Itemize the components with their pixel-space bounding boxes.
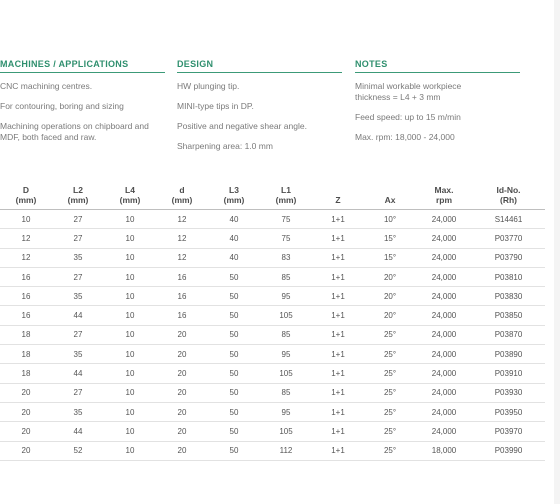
table-cell: 75 — [260, 229, 312, 248]
table-cell: 105 — [260, 422, 312, 441]
table-cell: 25° — [364, 422, 416, 441]
machines-heading: MACHINES / APPLICATIONS — [0, 59, 165, 73]
table-cell: 24,000 — [416, 210, 472, 229]
table-cell: 24,000 — [416, 287, 472, 306]
table-cell: 50 — [208, 402, 260, 421]
table-cell: 27 — [52, 229, 104, 248]
table-cell: 24,000 — [416, 248, 472, 267]
table-cell: 50 — [208, 325, 260, 344]
table-cell: 44 — [52, 364, 104, 383]
table-cell: 10 — [104, 306, 156, 325]
table-cell: 25° — [364, 345, 416, 364]
table-cell: 24,000 — [416, 306, 472, 325]
table-cell: 44 — [52, 422, 104, 441]
table-cell: 20 — [156, 402, 208, 421]
column-header-label: d — [179, 185, 185, 195]
table-cell: P03890 — [472, 345, 545, 364]
table-cell: 1+1 — [312, 364, 364, 383]
table-cell: P03810 — [472, 267, 545, 286]
column-header-label: D — [22, 185, 30, 195]
table-row — [0, 267, 545, 286]
table-cell: 16 — [0, 267, 52, 286]
machines-section — [0, 59, 165, 152]
machines-body — [0, 81, 165, 142]
table-cell: 20 — [0, 441, 52, 460]
design-body — [177, 81, 342, 152]
table-cell: 24,000 — [416, 402, 472, 421]
table-cell: 10 — [104, 267, 156, 286]
notes-line: Max. rpm: 18,000 - 24,000 — [355, 131, 455, 142]
table-cell: 20 — [0, 383, 52, 402]
notes-body — [355, 81, 520, 142]
table-cell: 20° — [364, 287, 416, 306]
column-header-label: Id-No. — [496, 185, 521, 195]
table-cell: P03850 — [472, 306, 545, 325]
table-cell: S14461 — [472, 210, 545, 229]
table-cell: 12 — [0, 248, 52, 267]
table-cell: 16 — [0, 287, 52, 306]
table-cell: 10 — [104, 402, 156, 421]
column-header-unit: (mm) — [275, 195, 297, 205]
table-cell: 16 — [156, 306, 208, 325]
table-cell: P03950 — [472, 402, 545, 421]
table-cell: 50 — [208, 383, 260, 402]
page-edge — [554, 0, 560, 504]
table-row — [0, 325, 545, 344]
table-cell: 35 — [52, 402, 104, 421]
table-cell: 50 — [208, 364, 260, 383]
table-cell: 40 — [208, 229, 260, 248]
table-cell: 20 — [156, 383, 208, 402]
table-cell: 1+1 — [312, 441, 364, 460]
table-row — [0, 345, 545, 364]
table-cell: 10 — [104, 325, 156, 344]
column-header-label: Z — [335, 195, 341, 205]
table-cell: 1+1 — [312, 383, 364, 402]
table-row — [0, 210, 545, 229]
table-cell: 10 — [104, 248, 156, 267]
table-cell: 24,000 — [416, 383, 472, 402]
table-row — [0, 441, 545, 460]
table-cell: 95 — [260, 402, 312, 421]
column-header-label: L1 — [281, 185, 291, 195]
design-line: Positive and negative shear angle. — [177, 121, 307, 131]
table-cell: 25° — [364, 441, 416, 460]
column-header — [208, 181, 260, 210]
table-cell: 18 — [0, 325, 52, 344]
column-header — [312, 181, 364, 210]
table-cell: P03990 — [472, 441, 545, 460]
table-cell: 24,000 — [416, 267, 472, 286]
table-cell: 75 — [260, 210, 312, 229]
table-cell: P03830 — [472, 287, 545, 306]
table-cell: 10 — [104, 229, 156, 248]
table-cell: 1+1 — [312, 210, 364, 229]
table-cell: 24,000 — [416, 345, 472, 364]
table-cell: P03770 — [472, 229, 545, 248]
table-cell: 20 — [156, 441, 208, 460]
table-cell: 112 — [260, 441, 312, 460]
table-cell: 85 — [260, 267, 312, 286]
table-cell: 15° — [364, 229, 416, 248]
table-row — [0, 402, 545, 421]
table-row — [0, 287, 545, 306]
table-cell: 24,000 — [416, 422, 472, 441]
table-cell: 24,000 — [416, 325, 472, 344]
table-cell: 35 — [52, 248, 104, 267]
column-header-label: Max. — [434, 185, 454, 195]
table-cell: 20 — [156, 422, 208, 441]
column-header — [416, 181, 472, 210]
table-cell: 10° — [364, 210, 416, 229]
table-cell: 18 — [0, 345, 52, 364]
table-cell: 105 — [260, 364, 312, 383]
table-row — [0, 306, 545, 325]
column-header-unit: (mm) — [15, 195, 37, 205]
design-line: Sharpening area: 1.0 mm — [177, 141, 273, 151]
column-header — [260, 181, 312, 210]
column-header-label: L4 — [125, 185, 135, 195]
table-cell: 12 — [0, 229, 52, 248]
column-header-unit: (mm) — [223, 195, 245, 205]
table-cell: 10 — [104, 383, 156, 402]
table-cell: 24,000 — [416, 229, 472, 248]
table-cell: 20 — [156, 364, 208, 383]
table-cell: 18,000 — [416, 441, 472, 460]
table-cell: 50 — [208, 306, 260, 325]
column-header-label: Ax — [384, 195, 396, 205]
table-cell: 27 — [52, 325, 104, 344]
table-cell: P03970 — [472, 422, 545, 441]
table-cell: 27 — [52, 383, 104, 402]
header-row — [0, 181, 545, 210]
table-cell: 10 — [104, 364, 156, 383]
machines-line: Machining operations on chipboard and MDF, both faced and raw. — [0, 121, 149, 142]
column-header-unit: (mm) — [67, 195, 89, 205]
table-cell: 18 — [0, 364, 52, 383]
table-cell: 25° — [364, 364, 416, 383]
table-cell: P03790 — [472, 248, 545, 267]
notes-section — [355, 59, 520, 152]
table-cell: 25° — [364, 383, 416, 402]
table-row — [0, 229, 545, 248]
table-cell: 35 — [52, 287, 104, 306]
table-cell: 20 — [156, 325, 208, 344]
design-heading: DESIGN — [177, 59, 342, 73]
table-row — [0, 422, 545, 441]
table-cell: 85 — [260, 325, 312, 344]
column-header — [104, 181, 156, 210]
specs-table — [0, 181, 545, 461]
table-cell: 105 — [260, 306, 312, 325]
table-cell: 50 — [208, 441, 260, 460]
table-cell: 50 — [208, 345, 260, 364]
table-cell: 16 — [156, 287, 208, 306]
table-cell: 20 — [0, 402, 52, 421]
design-line: MINI-type tips in DP. — [177, 101, 254, 111]
table-cell: 10 — [104, 210, 156, 229]
table-cell: 44 — [52, 306, 104, 325]
column-header — [472, 181, 545, 210]
table-cell: 40 — [208, 248, 260, 267]
table-cell: 40 — [208, 210, 260, 229]
table-cell: 1+1 — [312, 422, 364, 441]
table-cell: 12 — [156, 248, 208, 267]
table-row — [0, 248, 545, 267]
column-header-unit: (mm) — [119, 195, 141, 205]
column-header — [52, 181, 104, 210]
column-header-unit: (mm) — [171, 195, 193, 205]
table-cell: 20 — [0, 422, 52, 441]
table-cell: 10 — [104, 422, 156, 441]
table-cell: 1+1 — [312, 267, 364, 286]
table-cell: P03930 — [472, 383, 545, 402]
design-section — [177, 59, 342, 161]
table-cell: P03910 — [472, 364, 545, 383]
table-row — [0, 383, 545, 402]
table-cell: 1+1 — [312, 402, 364, 421]
column-header — [0, 181, 52, 210]
table-cell: 95 — [260, 345, 312, 364]
table-cell: 85 — [260, 383, 312, 402]
table-cell: 50 — [208, 267, 260, 286]
notes-heading: NOTES — [355, 59, 520, 73]
table-row — [0, 364, 545, 383]
table-cell: 35 — [52, 345, 104, 364]
column-header-unit: (Rh) — [500, 195, 517, 205]
table-cell: 25° — [364, 402, 416, 421]
machines-line: For contouring, boring and sizing — [0, 101, 124, 111]
machines-line: CNC machining centres. — [0, 81, 93, 91]
table-cell: 24,000 — [416, 364, 472, 383]
table-header — [0, 181, 545, 210]
column-header-label: L2 — [73, 185, 83, 195]
design-line: HW plunging tip. — [177, 81, 240, 91]
table-cell: P03870 — [472, 325, 545, 344]
table-cell: 12 — [156, 210, 208, 229]
table-cell: 95 — [260, 287, 312, 306]
column-header — [156, 181, 208, 210]
table-cell: 50 — [208, 287, 260, 306]
table-cell: 10 — [104, 287, 156, 306]
table-cell: 50 — [208, 422, 260, 441]
table-cell: 83 — [260, 248, 312, 267]
table-cell: 25° — [364, 325, 416, 344]
column-header — [364, 181, 416, 210]
notes-line: Feed speed: up to 15 m/min — [355, 111, 461, 122]
table-cell: 12 — [156, 229, 208, 248]
notes-line: Minimal workable workpiece thickness = L4 + 3 mm — [355, 81, 462, 102]
table-cell: 1+1 — [312, 248, 364, 267]
table-cell: 52 — [52, 441, 104, 460]
table-cell: 20° — [364, 267, 416, 286]
table-cell: 10 — [104, 345, 156, 364]
table-cell: 16 — [156, 267, 208, 286]
table-cell: 1+1 — [312, 306, 364, 325]
table-cell: 27 — [52, 210, 104, 229]
table-cell: 10 — [104, 441, 156, 460]
column-header-label: L3 — [229, 185, 239, 195]
table-cell: 27 — [52, 267, 104, 286]
table-body — [0, 210, 545, 461]
table-cell: 10 — [0, 210, 52, 229]
table-cell: 1+1 — [312, 287, 364, 306]
table-cell: 16 — [0, 306, 52, 325]
table-cell: 1+1 — [312, 229, 364, 248]
column-header-unit: rpm — [435, 195, 453, 205]
table-cell: 1+1 — [312, 345, 364, 364]
table-cell: 15° — [364, 248, 416, 267]
table-cell: 20° — [364, 306, 416, 325]
table-cell: 20 — [156, 345, 208, 364]
table-cell: 1+1 — [312, 325, 364, 344]
